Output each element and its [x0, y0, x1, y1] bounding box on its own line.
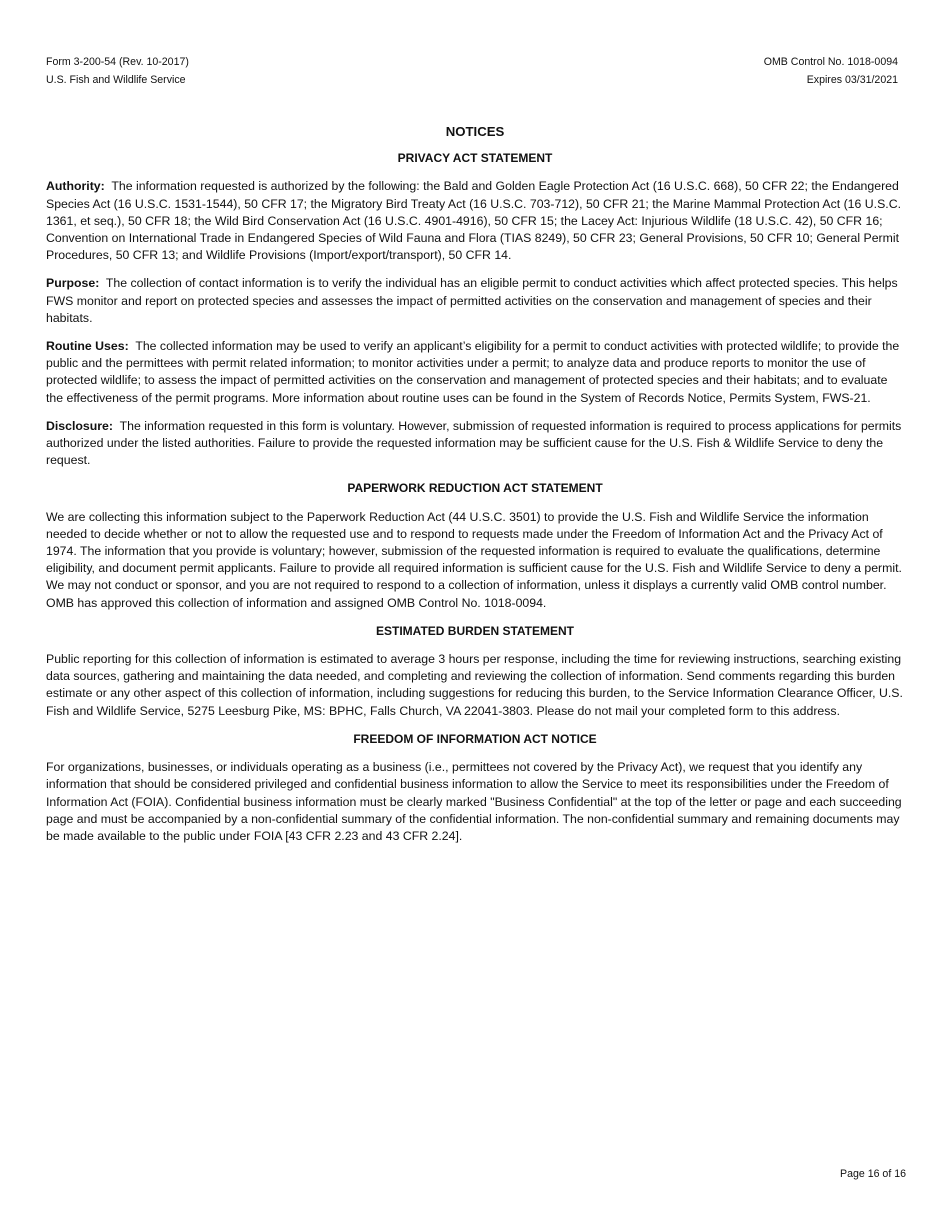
page-title: NOTICES	[445, 124, 505, 139]
agency-name: U.S. Fish and Wildlife Service	[46, 74, 186, 86]
routine-uses-paragraph	[46, 338, 904, 407]
routine-uses-text: The collected information may be used to verify an applicant’s eligibility for a permit to conduct activities with protected wildlife; to provide the public and the permittees with permit related information; to monitor activities under a permit; to analyze data and produce reports to monitor the use of protected wildlife; to assess the impact of permitted activities on the conservation and management of protected species and their habitats; and to evaluate the effectiveness of the permit programs. More information about routine uses can be found in the System of Records Notice, Permits System, FWS-21.	[46, 339, 900, 405]
omb-control-number: OMB Control No. 1018-0094	[763, 56, 898, 68]
routine-uses-label: Routine Uses:	[46, 339, 129, 354]
disclosure-text: The information requested in this form is voluntary. However, submission of requested information is required to process applications for permits authorized under the listed authorities. Failure to provide the requested information may be sufficient cause for the U.S. Fish & Wildlife Service to deny the request.	[46, 418, 902, 468]
expiration-date: Expires 03/31/2021	[806, 74, 898, 86]
burden-statement-heading: ESTIMATED BURDEN STATEMENT	[376, 623, 574, 638]
purpose-paragraph	[46, 275, 904, 327]
header-left	[46, 53, 189, 89]
form-number: Form 3-200-54 (Rev. 10-2017)	[46, 56, 189, 68]
burden-statement-paragraph: Public reporting for this collection of information is estimated to average 3 hours per response, including the time for reviewing instructions, searching existing data sources, gathering and maintaining the data needed, and completing and reviewing the collection of information. Send comments regarding this burden estimate or any other aspect of this collection of information, including suggestions for reducing this burden, to the Service Information Clearance Officer, U.S. Fish and Wildlife Service, 5275 Leesburg Pike, MS: BPHC, Falls Church, VA 22041-3803. Please do not mail your completed form to this address.	[46, 652, 903, 718]
header-right	[764, 53, 898, 89]
page-number: Page 16 of 16	[840, 1168, 906, 1180]
purpose-text: The collection of contact information is to verify the individual has an eligible permit to conduct activities which affect protected species. This helps FWS monitor and report on protected species and assesses the impact of permitted activities on the conservation and management of species and their habitats.	[46, 276, 898, 325]
purpose-label: Purpose:	[46, 276, 100, 291]
authority-label: Authority:	[46, 179, 105, 194]
paperwork-reduction-heading: PAPERWORK REDUCTION ACT STATEMENT	[347, 481, 603, 496]
disclosure-paragraph	[46, 418, 904, 470]
disclosure-label: Disclosure:	[46, 418, 113, 433]
authority-text: The information requested is authorized by the following: the Bald and Golden Eagle Protection Act (16 U.S.C. 668), 50 CFR 22; the Endangered Species Act (16 U.S.C. 1531-1544), 50 CFR 17; the Migratory Bird Treaty Act (16 U.S.C. 703-712), 50 CFR 21; the Marine Mammal Protection Act (16 U.S.C. 1361, et seq.), 50 CFR 18; the Wild Bird Conservation Act (16 U.S.C. 4901-4916), 50 CFR 15; the Lacey Act: Injurious Wildlife (18 U.S.C. 42), 50 CFR 16; Convention on International Trade in Endangered Species of Wild Fauna and Flora (TIAS 8249), 50 CFR 23; General Provisions, 50 CFR 10; General Permit Procedures, 50 CFR 13; and Wildlife Provisions (Import/export/transport), 50 CFR 14.	[46, 179, 901, 263]
privacy-act-heading: PRIVACY ACT STATEMENT	[397, 151, 553, 166]
paperwork-reduction-paragraph: We are collecting this information subject to the Paperwork Reduction Act (44 U.S.C. 3501) to provide the U.S. Fish and Wildlife Service the information needed to decide whether or not to allow the requested use and to respond to requests made under the Freedom of Information Act and the Privacy Act of 1974. The information that you provide is voluntary; however, submission of the requested information is required to evaluate the qualifications, determine eligibility, and document permit applicants. Failure to provide all required information is sufficient cause for the U.S. Fish and Wildlife Service to deny a permit. We may not conduct or sponsor, and you are not required to respond to a collection of information, unless it displays a currently valid OMB control number. OMB has approved this collection of information and assigned OMB Control No. 1018-0094.	[46, 509, 902, 610]
foia-notice-heading: FREEDOM OF INFORMATION ACT NOTICE	[353, 731, 597, 746]
foia-notice-paragraph: For organizations, businesses, or individuals operating as a business (i.e., permittees not covered by the Privacy Act), we request that you identify any information that should be considered privileged and confidential business information to allow the Service to meet its responsibilities under the Freedom of Information Act (FOIA). Confidential business information must be clearly marked "Business Confidential" at the top of the letter or page and each succeeding page and must be accompanied by a non-confidential summary of the confidential information. The non-confidential summary and remaining documents may be made available to the public under FOIA [43 CFR 2.23 and 43 CFR 2.24].	[46, 760, 902, 843]
notices-content	[46, 123, 904, 856]
authority-paragraph	[46, 178, 904, 264]
